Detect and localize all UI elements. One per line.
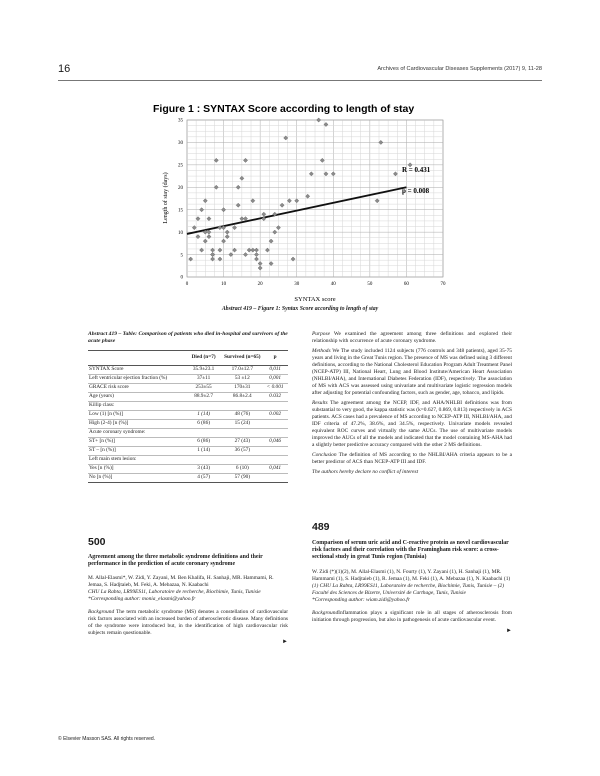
- table-cell: 3 (43): [185, 465, 223, 474]
- table-cell: 0.032: [262, 393, 288, 402]
- table-cell: Acute coronary syndrome:: [88, 429, 185, 438]
- copyright-footer: © Elsevier Masson SAS. All rights reserved.: [58, 736, 156, 742]
- x-tick-label: 40: [330, 282, 336, 287]
- background-text: The term metabolic syndrome (MS) denotes a constellation of cardiovascular risk factors associated with an increased burden of atherosclerotic disease. Many definitions of the syndrome were introduced but, in the identification of high cardiovascular risk subjects remain questionable.: [88, 609, 288, 637]
- annotation-r: R = 0.431: [402, 166, 431, 174]
- table-cell: Killip class:: [88, 402, 185, 411]
- table-cell: [262, 447, 288, 456]
- x-tick-label: 10: [221, 282, 227, 287]
- background-text: Inflammation plays a significant role in all stages of atherosclerosis from initiation through progression, but also in pathogenesis of acute cardiovascular event.: [312, 609, 512, 623]
- table-cell: No [n (%)]: [88, 474, 185, 483]
- abstract-500-background: [88, 609, 288, 637]
- table-cell: 36 (57): [222, 447, 262, 456]
- table-cell: 86.8±2.4: [222, 393, 262, 402]
- table-header-cell: Died (n=7): [185, 351, 223, 366]
- abstract-489-authors: W. Zidi (*)(1)(2), M. Allal-Elasmi (1), N. Fourty (1), Y. Zayani (1), H. Sanhaji (1), MR. Hammami (1), S. Hadjtaieb (1), R. Jemaa (1), M. Feki (1), A. Mebazaa (1), N. Kaabachi (1): [312, 568, 511, 582]
- purpose-paragraph: [312, 331, 512, 345]
- table-cell: [262, 474, 288, 483]
- table-cell: Yes [n (%)]: [88, 465, 185, 474]
- table-cell: 0,001: [262, 375, 288, 384]
- table-row: [88, 366, 288, 375]
- abstract-489-background: [312, 610, 512, 624]
- abstract-489-affiliation: (1) CHU La Rabta, LR99ES11, Laboratoire de recherche, Biochimie, Tunis, Tunisie – (2) Faculté des Sciences de Bizerte, Université de Carthage, Tunis, Tunisie: [312, 582, 504, 596]
- y-tick-label: 5: [180, 253, 183, 259]
- table-header-row: [88, 351, 288, 366]
- table-cell: Low (1) [n (%)]: [88, 411, 185, 420]
- abstract-500-affiliation: CHU La Rabta, LR99ES11, Laboratoire de recherche, Biochimie, Tunis, Tunisie: [88, 589, 261, 596]
- table-cell: [222, 402, 262, 411]
- table-row: [88, 420, 288, 429]
- annotation-p: p = 0.008: [402, 187, 430, 195]
- table-row: [88, 456, 288, 465]
- table-cell: [185, 456, 223, 465]
- methods-label: Methods: [312, 348, 331, 354]
- table-cell: 4 (57): [185, 474, 223, 483]
- abstract-500-continued: [312, 331, 512, 479]
- abstract-500-corresponding: *Corresponding author: monia_elasmi@yahoo.fr: [88, 596, 196, 603]
- x-tick-label: 20: [257, 282, 263, 287]
- table-row: [88, 465, 288, 474]
- table-cell: [222, 429, 262, 438]
- methods-text: We The study included 1124 subjects (776 controls and 348 patients), aged 35-75 years and living in the Great Tunis region. The presence of MS was defined using 3 different definitions, according to the National Cholesterol Education Program Adult Treatment Panel (NCEP-ATP) III, National Heart, Lung and Blood Institute/American Heart Association (NHLBI/AHA), and International Diabetes Federation (IDF), respectively. The association of MS with ACS was assessed using univariate and multivariate logistic regression models after adjusting for potential confounding factors, such as gender, age, tobacco, and lipids.: [312, 348, 512, 396]
- table-cell: 0.002: [262, 411, 288, 420]
- methods-paragraph: [312, 348, 512, 397]
- scatter-chart: [140, 98, 460, 308]
- table-cell: [262, 402, 288, 411]
- x-tick-label: 50: [367, 282, 373, 287]
- y-tick-label: 15: [178, 208, 183, 214]
- background-label: Background: [312, 609, 339, 616]
- y-tick-label: 25: [178, 163, 183, 169]
- chart-title: Figure 1 : SYNTAX Score according to length of stay: [153, 103, 415, 115]
- table-cell: 6 (86): [185, 420, 223, 429]
- y-tick-labels: [178, 119, 184, 281]
- table-cell: [185, 402, 223, 411]
- results-text: The agreement among the NCEP, IDF, and AHA/NHLBI definitions was from substantial to very good, the kappa statistic was (k=0.627, 0.869, 0.813) respectively in ACS patients. ACS cases had a prevalence of MS according to NCEP-ATP III, NHLBI/AHA, and IDF criteria of 47.2%, 38.6%, and 34.5%, respectively. Univariate models revealed equivalent ROC curves and virtually the same AUCs. The use of multivariate models improved the AUCs of all the models and indicated that the model containing MS-AHA had a slightly better predictive accuracy compared with the other 2 MS definitions.: [312, 400, 512, 448]
- table-cell: GRACE risk score: [88, 384, 185, 393]
- table-cell: ST – [n (%)]: [88, 447, 185, 456]
- table-row: [88, 375, 288, 384]
- continue-arrow-icon: ►: [506, 627, 512, 634]
- x-tick-label: 30: [294, 282, 300, 287]
- table-cell: [262, 456, 288, 465]
- y-tick-label: 35: [178, 118, 183, 124]
- table-cell: [222, 456, 262, 465]
- abstract-489-title: Comparison of serum uric acid and C-reactive protein as novel cardiovascular risk factors and their correlation with the Framingham risk score: a cross-sectional study in great Tunis region (Tunisia): [312, 540, 509, 561]
- x-tick-label: 70: [440, 282, 446, 287]
- table-row: [88, 384, 288, 393]
- table-cell: 57 (90): [222, 474, 262, 483]
- figure-caption: Abstract 419 – Figure 1: Syntax Score according to length of stay: [221, 306, 379, 312]
- table-caption: Abstract 419 – Table: Comparison of patients who died in-hospital and survivors of the acute phase: [88, 331, 288, 344]
- table-cell: 0,041: [262, 465, 288, 474]
- table-cell: Left main stem lesion:: [88, 456, 185, 465]
- abstract-489-corresponding: *Corresponding author: wiam.zidi@yahoo.fr: [312, 596, 410, 603]
- table-cell: 0,046: [262, 438, 288, 447]
- table-header-cell: Survived (n=65): [222, 351, 262, 366]
- abstract-500-title: Agreement among the three metabolic syndrome definitions and their performance in the prediction of acute coronary syndrome: [88, 554, 263, 568]
- table-cell: 37±11: [185, 375, 223, 384]
- abstract-500-number: 500: [88, 536, 106, 548]
- table-cell: < 0.001: [262, 384, 288, 393]
- table-cell: 6 (10): [222, 465, 262, 474]
- table-cell: Age (years): [88, 393, 185, 402]
- table-cell: 48 (76): [222, 411, 262, 420]
- table-row: [88, 474, 288, 483]
- table-cell: 88.9±2.7: [185, 393, 223, 402]
- results-paragraph: [312, 400, 512, 449]
- table-cell: High (2-4) [n (%)]: [88, 420, 185, 429]
- table-cell: 27 (43): [222, 438, 262, 447]
- results-label: Results: [312, 400, 328, 406]
- disclosure: The authors hereby declare no conflict of interest: [312, 469, 419, 475]
- table-cell: 17.0±12.7: [222, 366, 262, 375]
- table-row: [88, 438, 288, 447]
- y-tick-label: 0: [180, 275, 183, 281]
- purpose-text: We examined the agreement among three definitions and explored their relationship with occurrence of acute coronary syndrome.: [312, 331, 512, 344]
- conclusion-label: Conclusion: [312, 452, 337, 458]
- table-cell: 35.9±23.1: [185, 366, 223, 375]
- table-row: [88, 402, 288, 411]
- x-tick-labels: [186, 282, 446, 287]
- table-header-cell: [88, 351, 185, 366]
- table-row: [88, 447, 288, 456]
- table-row: [88, 429, 288, 438]
- table-cell: [185, 429, 223, 438]
- journal-header: Archives of Cardiovascular Diseases Supplements (2017) 9, 11-28: [377, 66, 542, 72]
- x-tick-label: 60: [403, 282, 409, 287]
- table-cell: [262, 420, 288, 429]
- y-tick-label: 30: [178, 141, 183, 147]
- comparison-table: [88, 350, 288, 483]
- purpose-label: Purpose: [312, 331, 330, 337]
- x-tick-label: 0: [185, 282, 189, 287]
- table-cell: 1 (14): [185, 411, 223, 420]
- conclusion-paragraph: [312, 452, 512, 466]
- header-rule: [58, 80, 542, 81]
- y-tick-label: 20: [178, 185, 183, 191]
- table-row: [88, 393, 288, 402]
- table-cell: 253±55: [185, 384, 223, 393]
- table-cell: ST+ [n (%)]: [88, 438, 185, 447]
- table-cell: SYNTAX Score: [88, 366, 185, 375]
- table-cell: 170±31: [222, 384, 262, 393]
- y-tick-label: 10: [178, 230, 183, 236]
- page-number: 16: [58, 63, 71, 75]
- table-cell: 53 ±12: [222, 375, 262, 384]
- table-cell: 15 (24): [222, 420, 262, 429]
- x-axis-label: SYNTAX score: [294, 296, 336, 303]
- conclusion-text: The definition of MS according to the NHLBI/AHA criteria appears to be a better predictor of ACS than NCEP-ATP III and IDF.: [312, 452, 512, 465]
- continue-arrow-icon: ►: [282, 639, 288, 646]
- table-cell: 6 (86): [185, 438, 223, 447]
- table-header-cell: p: [262, 351, 288, 366]
- abstract-500-authors: M. Allal-Elasmi*, W. Zidi, Y. Zayani, M. Ben Khalifa, H. Sanhaji, MR. Hammami, R. Jemaa, S. Hadjtaieb, M. Feki, A. Mebazaa, N. Kaabachi: [88, 575, 274, 589]
- table-row: [88, 411, 288, 420]
- table-cell: [262, 429, 288, 438]
- table-cell: Left ventricular ejection fraction (%): [88, 375, 185, 384]
- abstract-489-number: 489: [312, 521, 330, 533]
- background-label: Background: [88, 609, 115, 616]
- table-cell: 0,011: [262, 366, 288, 375]
- y-axis-label: Length of stay (days): [163, 172, 169, 224]
- table-cell: 1 (14): [185, 447, 223, 456]
